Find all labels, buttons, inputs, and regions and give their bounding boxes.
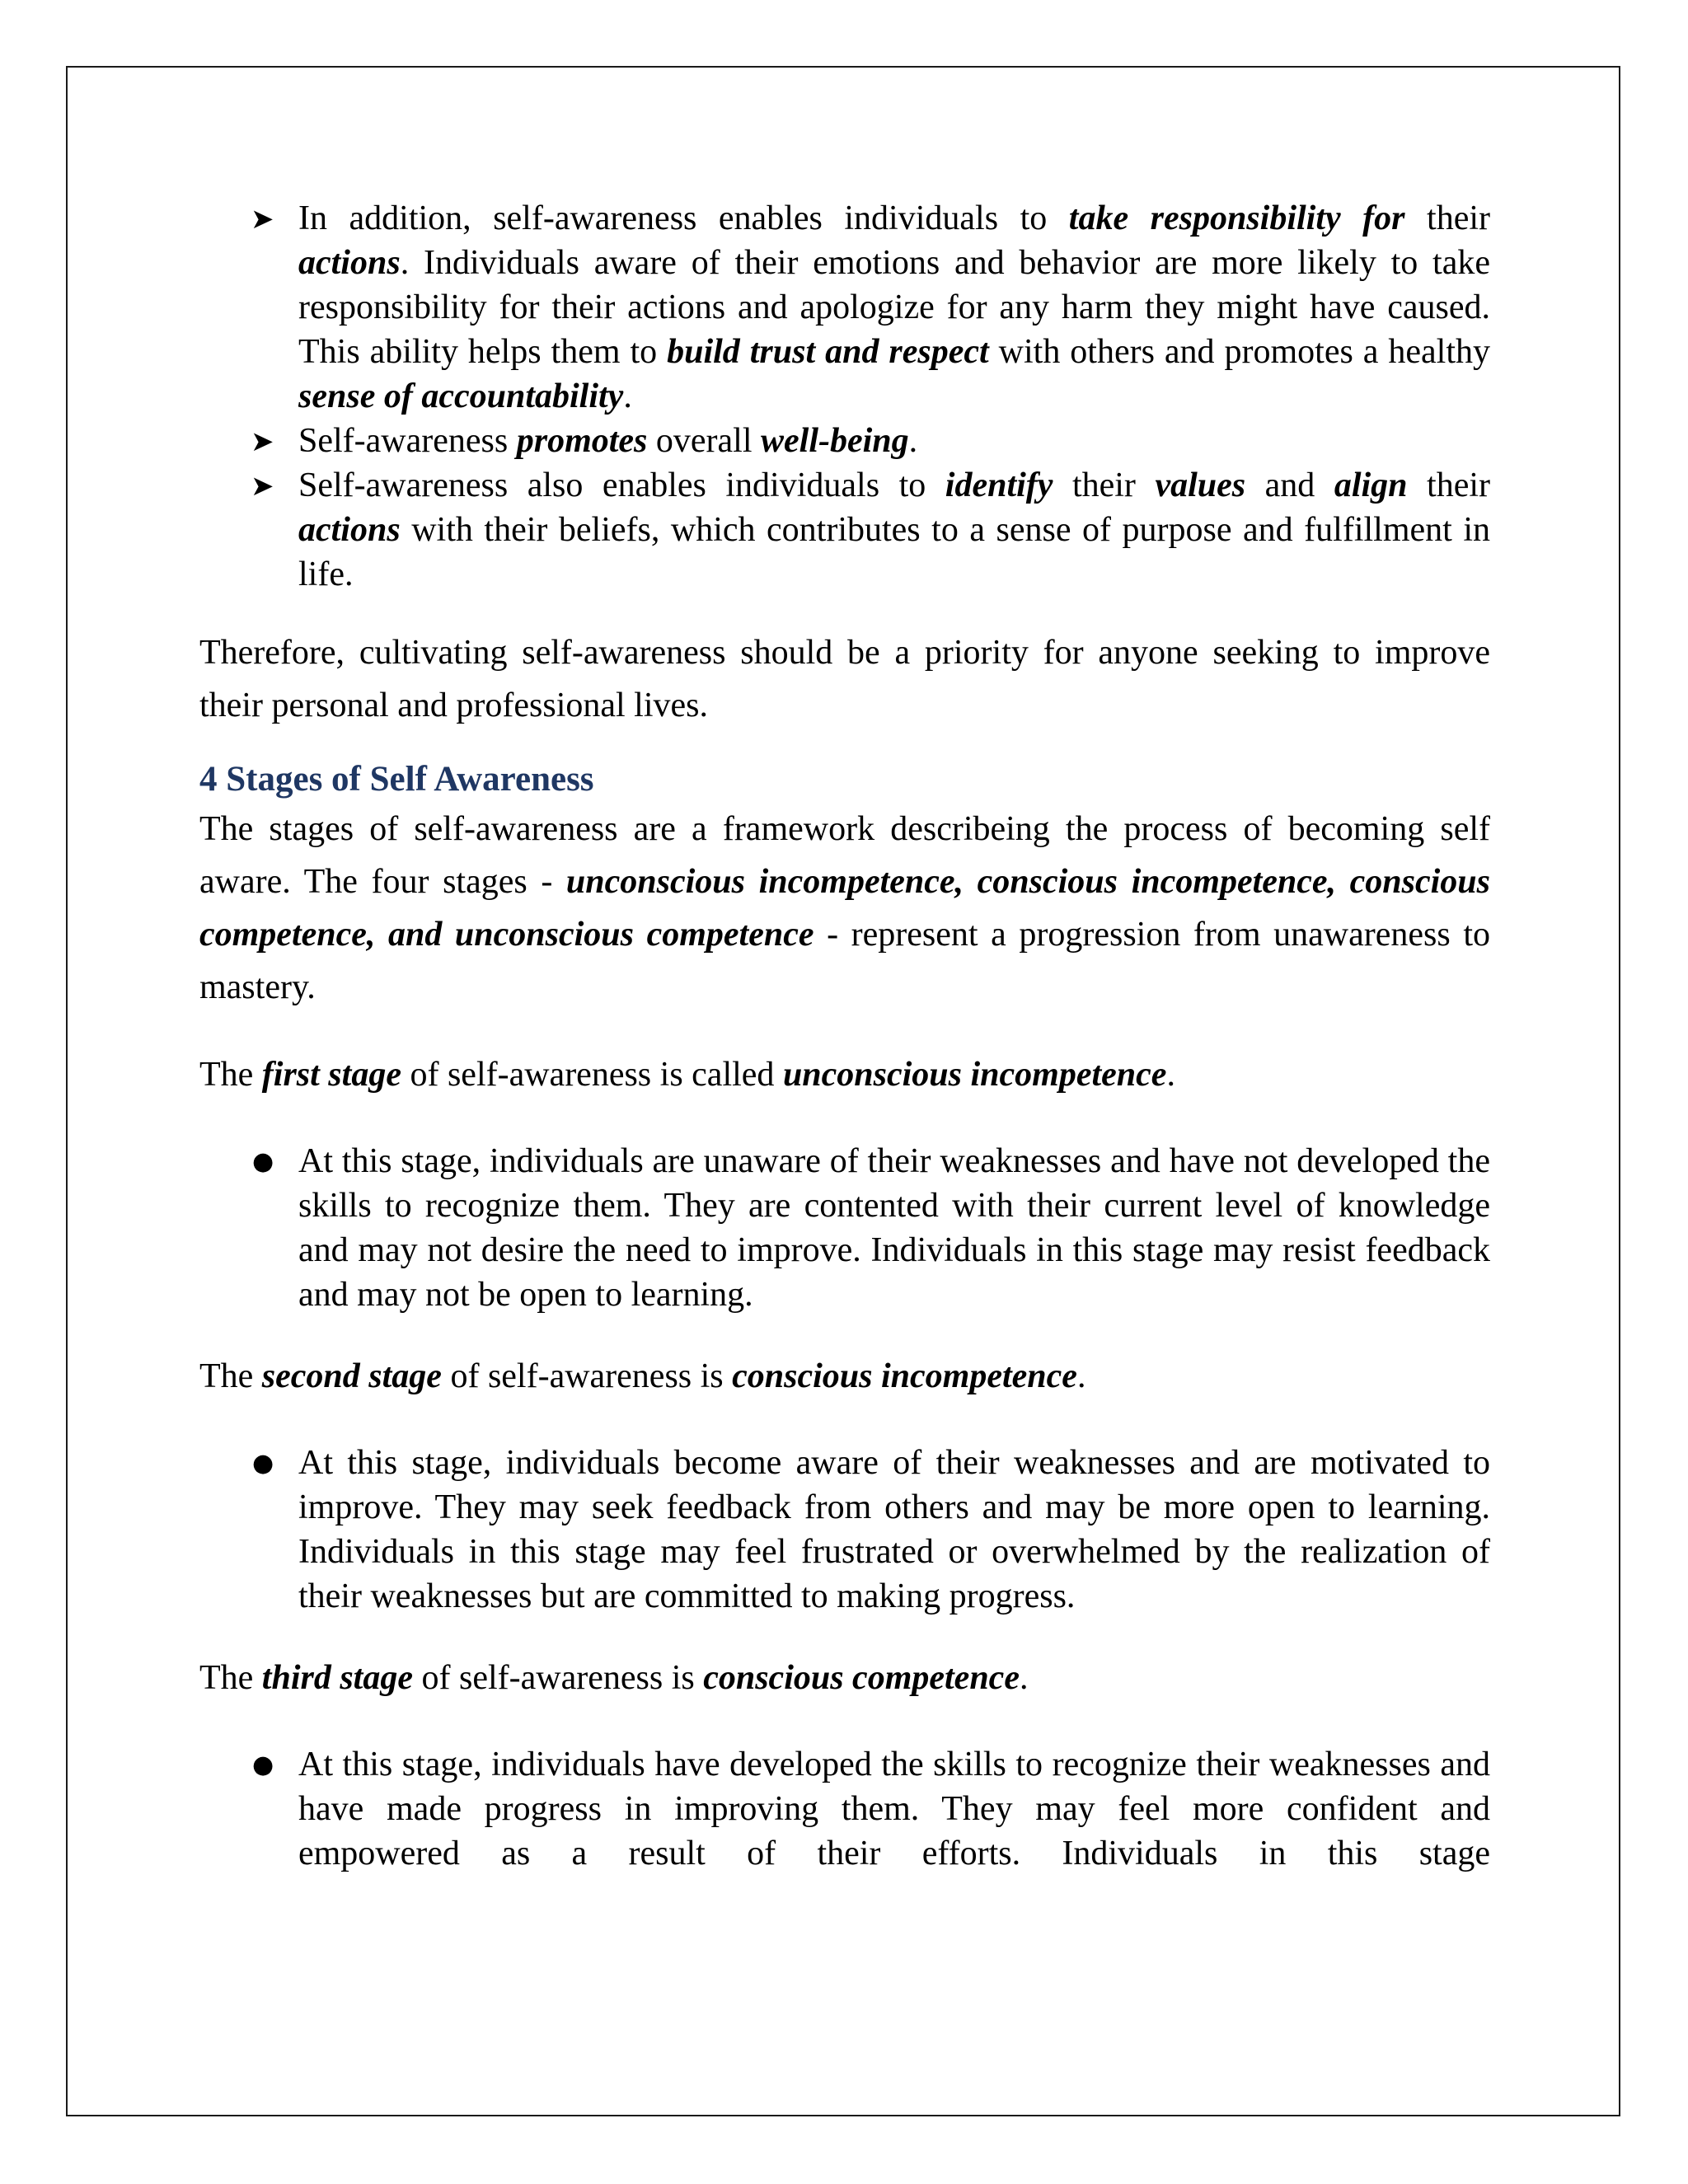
text-run: . bbox=[1019, 1659, 1029, 1697]
section-heading: 4 Stages of Self Awareness bbox=[199, 760, 594, 799]
stage-name: conscious incompetence bbox=[732, 1357, 1077, 1395]
emphasis-text: values bbox=[1155, 466, 1246, 504]
text-run: . bbox=[1076, 1357, 1086, 1395]
text-run: . bbox=[1166, 1056, 1175, 1094]
text-run: with others and promotes a healthy bbox=[988, 333, 1490, 371]
emphasis-text: align bbox=[1334, 466, 1408, 504]
text-run: of self-awareness is called bbox=[401, 1056, 783, 1094]
text-run: The bbox=[199, 1659, 262, 1697]
text-run: of self-awareness is bbox=[441, 1357, 733, 1395]
text-run: . bbox=[908, 422, 918, 460]
text-run: In addition, self-awareness enables individuals to bbox=[298, 199, 1069, 237]
emphasis-text: promotes bbox=[516, 422, 648, 460]
stage-bullet-list bbox=[199, 1441, 1490, 1619]
emphasis-text: sense of accountability bbox=[298, 377, 624, 415]
arrow-list-item bbox=[199, 419, 1490, 463]
document-body bbox=[199, 196, 1490, 1876]
stage-intro-line bbox=[199, 1048, 1490, 1101]
bullet-dot-icon: ● bbox=[252, 1449, 274, 1478]
arrow-list-item bbox=[199, 196, 1490, 419]
stage-intro-line bbox=[199, 1652, 1490, 1704]
text-run: The bbox=[199, 1056, 262, 1094]
list-item bbox=[199, 1139, 1490, 1317]
stage-bullet-list bbox=[199, 1742, 1490, 1876]
arrow-list-item bbox=[199, 463, 1490, 597]
bullet-dot-icon: ● bbox=[252, 1750, 274, 1779]
stage-ordinal: second stage bbox=[261, 1357, 442, 1395]
emphasis-text: actions bbox=[298, 511, 401, 549]
text-run: and bbox=[1245, 466, 1334, 504]
bullet-dot-icon: ● bbox=[252, 1147, 274, 1176]
emphasis-text: take responsibility for bbox=[1068, 199, 1405, 237]
intro-paragraph bbox=[199, 803, 1490, 1014]
stage-name: conscious competence bbox=[703, 1659, 1020, 1697]
text-run: The stages of self-awareness are a framework describeing the process of becoming self aware. The four stages - bbox=[199, 810, 1490, 901]
text-run: The bbox=[199, 1357, 262, 1395]
text-run: - represent a progression from unawareness to mastery. bbox=[199, 916, 1490, 1006]
text-run: Self-awareness also enables individuals to bbox=[298, 466, 945, 504]
stage-ordinal: third stage bbox=[261, 1659, 413, 1697]
text-run: of self-awareness is bbox=[413, 1659, 704, 1697]
text-run: their bbox=[1404, 199, 1490, 237]
stage-intro-line bbox=[199, 1350, 1490, 1403]
text-run: their bbox=[1407, 466, 1491, 504]
emphasis-text: unconscious incompetence, conscious incompetence, conscious competence, and unconscious competence bbox=[199, 863, 1491, 954]
text-run: with their beliefs, which contributes to a sense of purpose and fulfillment in life. bbox=[298, 511, 1490, 593]
stage-description: At this stage, individuals become aware of their weaknesses and are motivated to improve. They may seek feedback from others and may be more open to learning. Individuals in this stage may feel frustrated or overwhelmed by the realization of their weaknesses but are committed to making progress. bbox=[298, 1444, 1490, 1615]
arrow-bullet-list bbox=[199, 196, 1490, 597]
emphasis-text: actions bbox=[298, 244, 401, 282]
emphasis-text: identify bbox=[945, 466, 1053, 504]
text-run: . Individuals aware of their emotions and behavior are more likely to take responsibility for their actions and apologize for any harm they might have caused. This ability helps them to bbox=[298, 244, 1490, 371]
text-run: . bbox=[623, 377, 632, 415]
text-run: overall bbox=[647, 422, 761, 460]
list-item bbox=[199, 1742, 1490, 1876]
text-run: Self-awareness bbox=[298, 422, 517, 460]
stage-ordinal: first stage bbox=[261, 1056, 401, 1094]
stage-bullet-list bbox=[199, 1139, 1490, 1317]
conclusion-paragraph: Therefore, cultivating self-awareness should be a priority for anyone seeking to improve their personal and professional lives. bbox=[199, 634, 1490, 724]
arrow-bullet-icon: ➤ bbox=[251, 470, 274, 503]
emphasis-text: well-being bbox=[761, 422, 909, 460]
stage-name: unconscious incompetence bbox=[782, 1056, 1167, 1094]
emphasis-text: build trust and respect bbox=[667, 333, 989, 371]
text-run: their bbox=[1053, 466, 1156, 504]
arrow-bullet-icon: ➤ bbox=[251, 203, 274, 236]
arrow-bullet-icon: ➤ bbox=[251, 425, 274, 458]
stage-description: At this stage, individuals are unaware of their weaknesses and have not developed the skills to recognize them. They are contented with their current level of knowledge and may not desire the need to improve. Individuals in this stage may resist feedback and may not be open to learning. bbox=[298, 1142, 1490, 1314]
stage-description: At this stage, individuals have developed the skills to recognize their weaknesses and have made progress in improving them. They may feel more confident and empowered as a result of their efforts. Individuals in this stage bbox=[298, 1746, 1490, 1872]
list-item bbox=[199, 1441, 1490, 1619]
